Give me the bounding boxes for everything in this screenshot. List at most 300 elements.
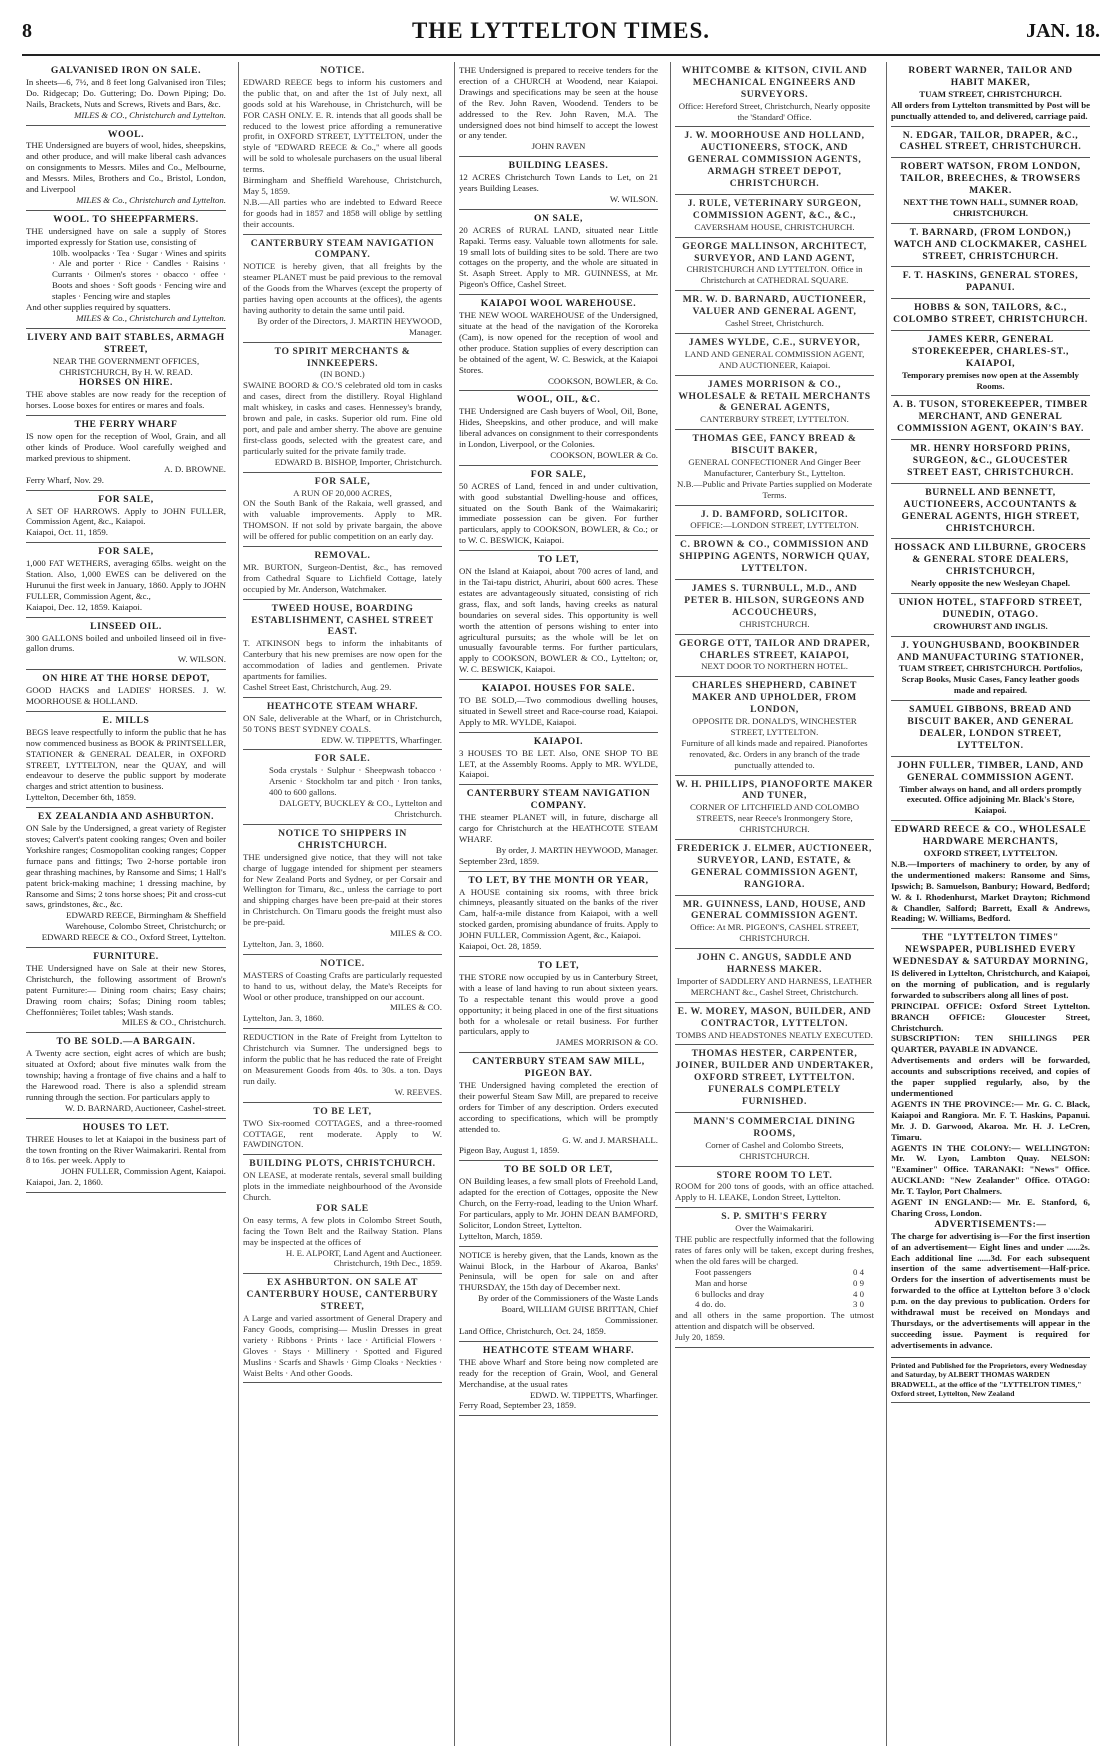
ad-date: July 20, 1859. (675, 1332, 725, 1343)
ad-body: THE STORE now occupied by us in Canterbury Street, with a lease of land having to run about sixteen years. To a respectable tenant this would prove a good opportunity; it being placed in one of the first situations both for a wholesale or retail business. For further particulars, apply to (459, 971, 658, 1037)
ad-title: WOOL. (107, 128, 145, 140)
ad-body: THE above stables are now ready for the reception of horses. Loose boxes for entires or mares and foals. (26, 389, 226, 411)
card-detail: Cashel Street, Christchurch. (725, 318, 824, 328)
ad-lyttelton-times (891, 929, 1090, 1403)
ad-signature: W. WILSON. (609, 193, 658, 204)
imprint: Printed and Published for the Proprietors, every Wednesday and Saturday, by ALBERT THOMAS WARDEN BRADWELL, at the office of the "LYTTELTON TIMES," Oxford street, Lyttelton, New Zealand (891, 1357, 1090, 1399)
ad-freight-reduction (243, 1029, 442, 1102)
ferry-rate-row (675, 1299, 874, 1310)
card-mallinson (675, 238, 874, 292)
ad-title: STORE ROOM TO LET. (716, 1169, 833, 1181)
ad-signature: EDW. W. TIPPETTS, Wharfinger. (321, 734, 442, 745)
ad-house-month (459, 872, 658, 957)
ad-kaiapoi-warehouse (459, 295, 658, 391)
ad-signature: EDWD. W. TIPPETTS, Wharfinger. (530, 1389, 658, 1400)
card-tuson (891, 396, 1090, 440)
card-detail: OXFORD STREET, LYTTELTON. (923, 848, 1058, 858)
ad-body: IS now open for the reception of Wool, Grain, and all other kinds of Produce. Wool carefully weighed and marked previous to shipment. (26, 431, 226, 463)
column-4 (670, 62, 878, 1746)
ad-body: GOOD HACKS and LADIES' HORSES. J. W. MOORHOUSE & HOLLAND. (26, 685, 226, 707)
ad-title: THE FERRY WHARF (74, 419, 178, 431)
ad-subtitle: Over the Waimakariri. (735, 1223, 814, 1234)
card-title: N. EDGAR, TAILOR, DRAPER, &C., CASHEL STREET, CHRISTCHURCH. (899, 129, 1082, 153)
ad-date: September 23rd, 1859. (459, 855, 540, 866)
card-shepherd (675, 677, 874, 775)
ad-building-leases (459, 157, 658, 210)
ad-title: BUILDING LEASES. (508, 160, 609, 172)
rate-value: 0 4 (853, 1266, 864, 1277)
ad-ex-ashburton (243, 1274, 442, 1383)
ad-masters-notice (243, 955, 442, 1029)
rate-value: 3 0 (853, 1299, 864, 1310)
ad-cottages (243, 1103, 442, 1156)
ad-title: S. P. SMITH'S FERRY (721, 1211, 828, 1223)
ad-date: Kaiapoi, Jan. 2, 1860. (26, 1177, 103, 1188)
card-detail: Corner of Cashel and Colombo Streets, CHRISTCHURCH. (705, 1139, 844, 1161)
column-3 (454, 62, 662, 1746)
column-5 (886, 62, 1094, 1746)
card-gibbons (891, 701, 1090, 757)
ad-body: TWO Six-roomed COTTAGES, and a three-roomed COTTAGE, rent moderate. Apply to W. FAWDINGTON. (243, 1117, 442, 1150)
card-title: UNION HOTEL, STAFFORD STREET, DUNEDIN, OTAGO. (898, 596, 1083, 620)
ad-heathcote-wharf (459, 1342, 658, 1416)
ad-smiths-ferry (675, 1208, 874, 1348)
card-detail: OFFICE:—LONDON STREET, LYTTELTON. (690, 520, 859, 531)
ad-body: IS delivered in Lyttelton, Christchurch, and Kaiapoi, on the morning of publication, and is regularly forwarded to subscribers along all lines of post. (891, 968, 1090, 1000)
card-detail: TOMBS AND HEADSTONES NEATLY EXECUTED. (676, 1029, 873, 1040)
card-morey (675, 1003, 874, 1046)
ad-title: TO LET, (537, 554, 580, 566)
ad-date: Kaiapoi, Oct. 11, 1859. (26, 527, 109, 538)
ad-body: THE steamer PLANET will, in future, discharge all cargo for Christchurch at the HEATHCOTE STEAM WHARF. (459, 812, 658, 844)
ad-waste-lands (459, 1247, 658, 1342)
card-wylde (675, 334, 874, 376)
column-1 (22, 62, 230, 1746)
card-title: BURNELL AND BENNETT, AUCTIONEERS, ACCOUNTANTS & GENERAL AGENTS, HIGH STREET, CHRISTCHURCH. (901, 486, 1080, 534)
ad-signature: COOKSON, BOWLER, & Co. (548, 375, 658, 386)
ad-body: THE above Wharf and Store being now completed are ready for the reception of Grain, Wool, and General Merchandise, at the usual rates (459, 1356, 658, 1389)
ad-body: ON Sale by the Undersigned, a great variety of Register stoves; Calvert's patent cooking ranges; Oven and boiler Yorkshire ranges; Cosmopolitan cooking ranges; Copper furnace pans and fittings; Two 2-horse portable iron gear thrashing machines, by Ransome and Sims; 1 Hall's patent brick-making machine; 1 dressing machine, by Ransome and Sims; 2 tons horse shoes; Pit and cross-cut saws, grindstones, &c., &c. (26, 823, 226, 910)
ad-list: Soda crystals · Sulphur · Sheepwash tobacco · Arsenic · Stockholm tar and pitch · Iron tanks, 400 to 600 gallons. (269, 765, 442, 798)
card-turnbull (675, 580, 874, 635)
ad-body: ON the Island at Kaiapoi, about 700 acres of land, and in the Tai-tapu district, Ahuriri, about 600 acres. These estates are advantageously situated, consisting of rich grass, flax, and soft lands, having creeks as natural boundaries on several sides. This opportunity is well worth the attention of persons wishing to enter into agricultural pursuits; as the whole will be let on unusually favourable terms. For further particulars, apply to COOKSON, BOWLER & CO., Lyttelton; or, W. C. BESWICK, Kaiapoi. (459, 566, 658, 675)
ad-title: TO BE SOLD OR LET, (504, 1164, 613, 1176)
ad-subtitle: (IN BOND.) (320, 369, 365, 380)
card-younghusband (891, 637, 1090, 702)
card-title: HOBBS & SON, TAILORS, &C., COLOMBO STREET, CHRISTCHURCH. (893, 302, 1088, 326)
ad-title: EX ASHBURTON. ON SALE AT CANTERBURY HOUSE, CANTERBURY STREET, (246, 1277, 439, 1313)
card-detail: NEXT THE TOWN HALL, SUMNER ROAD, CHRISTCHURCH. (903, 196, 1078, 218)
ad-fat-wethers (26, 543, 226, 617)
ad-title: ON SALE, (533, 212, 584, 224)
card-rule (675, 195, 874, 238)
card-note: N.B.—Importers of machinery to order, by any of the undermentioned makers: Ransome and Sims, Ipswich; B. Samuelson, Banbury; Howard, Bedford; W. & I. Rhodenhurst, Market Drayton; Richmond & Chandler, Salford; Barrett, Exall & Andrews, Reading; W. Williams, Bedford. (891, 858, 1090, 924)
ferry-rate-row (675, 1289, 874, 1300)
ad-rural-land (459, 210, 658, 295)
ad-body: 20 ACRES of RURAL LAND, situated near Little Rapaki. Terms easy. Valuable town allotments for sale. 19 small lots of building sites to be sold. There are two cottages on the property, and the whole are situated in St. Asaph Street. Apply to MR. GUINNESS, at Mr. Pigeon's Office, Cashel Street. (459, 224, 658, 290)
ad-fifty-acres (459, 466, 658, 551)
ad-date: Land Office, Christchurch, Oct. 24, 1859. (459, 1326, 606, 1337)
ad-body: REDUCTION in the Rate of Freight from Lyttelton to Christchurch via Sumner. The undersigned begs to inform the public that he has reduced the rate of Freight on Measurement Goods from 40s. to 30s. a ton. Days run daily. (243, 1032, 442, 1086)
ad-signature: MILES & CO., Christchurch. (121, 1017, 226, 1028)
ad-signature: MILES & CO. (389, 928, 442, 939)
card-title: GEORGE MALLINSON, ARCHITECT, SURVEYOR, AND LAND AGENT, (682, 240, 867, 264)
card-gee (675, 430, 874, 505)
ad-body: NOTICE is hereby given, that all freights by the steamer PLANET must be paid previous to the removal of the Goods from the Wharves (except the property of parties having open accounts at the offices), the agents having authority to detain the same until paid. (243, 261, 442, 315)
card-title: THOMAS HESTER, CARPENTER, JOINER, BUILDER AND UNDERTAKER, OXFORD STREET, LYTTELTON. FUNERALS COMPLETELY FURNISHED. (675, 1048, 874, 1108)
card-detail: CHRISTCHURCH. (739, 618, 810, 629)
ad-signature: A. D. BROWNE. (164, 463, 226, 474)
card-title: MANN'S COMMERCIAL DINING ROOMS, (693, 1115, 856, 1139)
page-number: 8 (22, 20, 32, 42)
ad-signature: G. W. and J. MARSHALL. (562, 1134, 658, 1145)
card-title: HOSSACK AND LILBURNE, GROCERS & GENERAL STORE DEALERS, CHRISTCHURCH, (894, 542, 1087, 578)
ad-title: KAIAPOI. HOUSES FOR SALE. (481, 683, 636, 695)
ad-zealandia (26, 808, 226, 948)
ad-bargain (26, 1033, 226, 1118)
ad-signature: EDWARD REECE, Birmingham & Sheffield Warehouse, Colombo Street, Christchurch; or EDWARD REECE & CO., Oxford Street, Lyttelton. (41, 910, 226, 943)
ad-body: THE Undersigned are buyers of wool, hides, sheepskins, and other produce, and will make liberal cash advances on consignments to Messrs. Miles and Co., Melbourne, and Messrs. Miles, Brothers and Co., Bristol, London, and Liverpool (26, 140, 226, 195)
ad-body: ON Building leases, a few small plots of Freehold Land, adapted for the erection of Cottages, opposite the New Church, on the Ferry-road, leading to the Union Wharf. For particulars, apply to Mr. JOHN DEAN BAMFORD, Solicitor, London Street, Lyttelton. (459, 1176, 658, 1230)
card-note: All orders from Lyttelton transmitted by Post will be punctually attended to, and delivered, carriage paid. (891, 99, 1090, 121)
ad-title: KAIAPOI WOOL WAREHOUSE. (480, 298, 637, 310)
card-title: JOHN FULLER, TIMBER, LAND, AND GENERAL COMMISSION AGENT. (897, 759, 1084, 783)
card-title: F. T. HASKINS, GENERAL STORES, PAPANUI. (902, 270, 1079, 294)
card-t-barnard (891, 224, 1090, 268)
ad-body: THE Undersigned is prepared to receive tenders for the erection of a CHURCH at Woodend, near Kaiapoi. Drawings and specifications may be seen at the house of the Rev. John Raven, Woodend. Tenders to be addressed to the Rev. John Raven, M.A. The undersigned does not bind himself to accept the lowest or any tender. (459, 65, 658, 141)
card-detail: TUAM STREET, CHRISTCHURCH. (919, 88, 1062, 99)
card-detail: Timber always on hand, and all orders promptly executed. Office adjoining Mr. Black's Store, Kaiapoi. (899, 783, 1082, 816)
ad-title: HOUSES TO LET. (82, 1121, 170, 1133)
card-detail: CHRISTCHURCH AND LYTTELTON. Office in Christchurch at CATHEDRAL SQUARE. (686, 264, 863, 286)
ad-signature: JAMES MORRISON & CO. (555, 1037, 658, 1048)
ad-saw-mill (459, 1053, 658, 1161)
card-morrison (675, 376, 874, 431)
ad-title: LIVERY AND BAIT STABLES, ARMAGH STREET, (27, 331, 225, 355)
rate-value: 0 9 (853, 1277, 864, 1288)
card-moorhouse (675, 127, 874, 194)
ad-title: TO LET, (537, 959, 580, 971)
card-title: ROBERT WATSON, FROM LONDON, TAILOR, BREECHES, & TROWSERS MAKER. (900, 161, 1081, 197)
issue-date: JAN. 18. (1026, 20, 1100, 42)
ad-body: SWAINE BOORD & CO.'S celebrated old tom in casks and cases, direct from the distillery. Royal Highland malt whiskey, in casks and cases. Hennessey's brandy, brown and pale, in casks. Superior old rum. Fine old port, and pale and amber sherry. The above are genuine first-class goods, selected with the greatest care, and particularly suited for the private family trade. (243, 380, 442, 456)
card-detail: NEXT DOOR TO NORTHERN HOTEL. (701, 661, 848, 672)
card-reece (891, 821, 1090, 929)
card-detail: Temporary premises now open at the Assembly Rooms. (902, 369, 1079, 391)
card-brown (675, 536, 874, 580)
card-guinness (675, 896, 874, 950)
ad-body: ON LEASE, at moderate rentals, several small building plots in the immediate neighbourhood of the Avonside Church. (243, 1170, 442, 1203)
ad-body: MASTERS of Coasting Crafts are particularly requested to hand to us, without delay, the Mate's Receipts for Wool or other produce, transhipped on our account. (243, 969, 442, 1002)
ad-body: On easy terms, A few plots in Colombo Street South, facing the Town Belt and the Railway Station. Plans may be inspected at the offices of (243, 1214, 442, 1247)
card-title: W. H. PHILLIPS, PIANOFORTE MAKER AND TUNER, (675, 778, 874, 802)
ad-signature: MILES & Co., Christchurch and Lyttelton. (76, 312, 226, 323)
ad-body: The charge for advertising is—For the first insertion of an advertisement— Eight lines and under ......2s. Each additional line ......3d. For each subsequent insertion of the same advertisement—Half-price. Orders for the insertion of advertisements must be forwarded to the office at Lyttelton before 3 o'clock p.m. on the day previous to publication. Orders for withdrawal must be received on Mondays and Thursdays, or the advertisements will appear in the succeeding issue. Payment is required for advertisements in advance. (891, 1230, 1090, 1350)
card-title: J. YOUNGHUSBAND, BOOKBINDER AND MANUFACTURING STATIONER, (896, 639, 1085, 663)
ad-body: 50 ACRES of Land, fenced in and under cultivation, with good substantial Dwelling-house and offices, situated on the South Bank of the Waimakariri; immediate possession can be given. For further particulars, apply to COOKSON, BOWLER, & Co.; or to W. C. BESWICK, Kaiapoi. (459, 480, 658, 546)
ad-sheepfarmers (26, 211, 226, 329)
card-detail: Importer of SADDLERY AND HARNESS, LEATHER MERCHANT &c., Cashel Street, Christchurch. (676, 975, 873, 997)
ad-title: CANTERBURY STEAM NAVIGATION COMPANY. (466, 788, 651, 812)
card-title: JAMES S. TURNBULL, M.D., AND PETER B. HILSON, SURGEONS AND ACCOUCHEURS, (684, 583, 865, 618)
ad-title: FOR SALE, (98, 546, 154, 558)
ad-body: THE Undersigned have on Sale at their new Stores, Christchurch, the following assortment of Brown's patent Furniture:— Dining room chairs; Easy chairs; Drawing room chairs; Sofas; Dining room tables; Cheffonnières; Toilet tables; Wash stands. (26, 962, 226, 1017)
ad-body: T. ATKINSON begs to inform the inhabitants of Canterbury that his new premises are now open for the accommodation of ladies and gentlemen. Private apartments for families. (243, 638, 442, 682)
ferry-rate-row (675, 1278, 874, 1289)
ad-date: Ferry Wharf, Nov. 29. (26, 474, 104, 485)
rate-label: Man and horse (695, 1277, 748, 1288)
ad-signature: H. E. ALPORT, Land Agent and Auctioneer. Christchurch, 19th Dec., 1859. (285, 1247, 442, 1269)
ad-wool-oil (459, 391, 658, 465)
ad-store-room (675, 1167, 874, 1209)
ad-signature: MILES & CO. (389, 1002, 442, 1013)
ad-body: THE public are respectfully informed that the following rates of fares only will be taken, except during freshes, when the old fares will be charged. (675, 1234, 874, 1266)
ferry-rates-table (675, 1267, 874, 1311)
ad-title: GALVANISED IRON ON SALE. (50, 65, 202, 76)
card-title: SAMUEL GIBBONS, BREAD AND BISCUIT BAKER, AND GENERAL DEALER, LONDON STREET, LYTTELTON. (907, 704, 1074, 751)
ad-body: A Twenty acre section, eight acres of which are bush; situated at Oxford; about five minutes walk from the township; having a frontage of five chains and a half to the Harewood road. There is also a splendid stream running through the section. For particulars apply to (26, 1048, 226, 1102)
ad-title: NOTICE. (320, 957, 365, 969)
ad-spirit-merchants (243, 343, 442, 473)
ad-title: EX ZEALANDIA AND ASHBURTON. (37, 811, 215, 823)
card-prins (891, 440, 1090, 484)
ad-signature: By order of the Commissioners of the Waste Lands Board, WILLIAM GUISE BRITTAN, Chief Commissioner. (478, 1293, 658, 1326)
ad-date: Kaiapoi, Oct. 28, 1859. (459, 941, 542, 952)
ad-title: ON HIRE AT THE HORSE DEPOT, (42, 673, 210, 685)
card-detail: Office: Hereford Street, Christchurch, Nearly opposite the 'Standard' Office. (678, 100, 871, 122)
card-note: Furniture of all kinds made and repaired. Pianofortes renovated, &c. Orders in any branch of the trade punctually attended to. (681, 737, 868, 770)
ad-date: Pigeon Bay, August 1, 1859. (459, 1145, 560, 1156)
card-barnard (675, 291, 874, 334)
ad-title: LINSEED OIL. (90, 620, 162, 632)
ad-kaiapoi-houses (459, 680, 658, 733)
ad-title: WOOL. TO SHEEPFARMERS. (53, 213, 199, 225)
rate-label: 6 bullocks and dray (695, 1288, 765, 1299)
ad-body: Advertisements and orders will be forwarded, accounts and subscriptions received, and copies of the paper supplied regularly, also, by the undermentioned (891, 1055, 1090, 1098)
ad-body: PRINCIPAL OFFICE: Oxford Street Lyttelton. BRANCH OFFICE: Gloucester Street, Christchurch. (891, 1000, 1090, 1033)
ad-body: And other supplies required by squatters. (26, 302, 171, 313)
rate-value: 4 0 (853, 1288, 864, 1299)
ad-houses-to-let (26, 1119, 226, 1193)
ad-body: A HOUSE containing six rooms, with three brick chimneys, pleasantly situated on the banks of the river Cam, half-a-mile distance from Kaiapoi, with a well stocked garden, promising abundance of fruits. Apply to JOHN FULLER, Commission Agent, &c., Kaiapoi. (459, 886, 658, 941)
ad-body: SUBSCRIPTION: TEN SHILLINGS PER QUARTER, PAYABLE IN ADVANCE. (891, 1033, 1090, 1055)
ad-title: HEATHCOTE STEAM WHARF. (482, 1344, 635, 1356)
card-title: JAMES KERR, GENERAL STOREKEEPER, CHARLES-ST., KAIAPOI, (912, 334, 1069, 369)
ad-body: THE undersigned have on sale a supply of Stores imported expressly for Station use, consisting of (26, 225, 226, 247)
ad-body: 3 HOUSES TO BE LET. Also, ONE SHOP TO BE LET, at the Assembly Rooms. Apply to MR. WYLDE, Kaiapoi. (459, 747, 658, 780)
card-mann (675, 1113, 874, 1167)
ad-title: TO LET, BY THE MONTH OR YEAR, (468, 874, 649, 886)
ad-signature: By order, J. MARTIN HEYWOOD, Manager. (495, 844, 658, 855)
ad-body: NOTICE is hereby given, that the Lands, known as the Wainui Block, in the Harbour of Akaroa, Banks' Peninsula, will be open for sale on and after THURSDAY, the 15th day of December next. (459, 1249, 658, 1293)
ad-heathcote-coals (243, 698, 442, 751)
columns (22, 62, 1100, 1746)
ad-date: Lyttelton, Jan. 3, 1860. (243, 1013, 324, 1024)
ad-body: ROOM for 200 tons of goods, with an office attached. Apply to H. LEAKE, London Street, Lyttelton. (675, 1181, 874, 1203)
ad-body: A SET OF HARROWS. Apply to JOHN FULLER, Commission Agent, &c., Kaiapoi. (26, 505, 226, 527)
ad-list: 10lb. woolpacks · Tea · Sugar · Wines and spirits · Ale and porter · Rice · Candles · Raisins · Currants · Oilmen's stores · obacco · offee · Boots and shoes · Soft goods · Fencing wire and staples · Fencing wire and staples (52, 247, 226, 302)
ad-for-sale-dalgety (243, 750, 442, 824)
card-title: J. W. MOORHOUSE AND HOLLAND, AUCTIONEERS, STOCK, AND GENERAL COMMISSION AGENTS, ARMAGH STREET DEPOT, CHRISTCHURCH. (684, 130, 865, 190)
ad-horse-depot (26, 670, 226, 712)
ad-signature: MILES & CO., Christchurch and Lyttelton. (74, 109, 226, 120)
ad-date: Cashel Street East, Christchurch, Aug. 29. (243, 681, 392, 692)
card-detail: CAVERSHAM HOUSE, CHRISTCHURCH. (694, 221, 855, 232)
ad-removal (243, 547, 442, 600)
card-detail: Nearly opposite the new Wesleyan Chapel. (910, 578, 1071, 589)
ad-body: ON the South Bank of the Rakaia, well grassed, and with valuable improvements. Apply to MR. THOMSON. If not sold by private bargain, the above will be offered for public competition on an early day. (243, 498, 442, 542)
card-title: JAMES WYLDE, C.E., SURVEYOR, (688, 336, 861, 348)
ad-furniture (26, 948, 226, 1033)
ad-title: KAIAPOI. (533, 735, 584, 747)
card-edgar (891, 127, 1090, 159)
ad-ferry-wharf (26, 416, 226, 490)
ad-church-tender (459, 62, 658, 157)
ad-signature: By order of the Directors, J. MARTIN HEYWOOD, Manager. (257, 315, 442, 337)
ad-sold-or-let (459, 1161, 658, 1246)
newspaper-title: THE LYTTELTON TIMES. (411, 18, 711, 43)
card-title: MR. W. D. BARNARD, AUCTIONEER, VALUER AND GENERAL AGENT, (682, 294, 867, 318)
ad-body: THE NEW WOOL WAREHOUSE of the Undersigned, situate at the head of the navigation of the Kororeka (Cam), is now opened for the reception of wool and other produce. Station supplies of every description can be obtained of the agent, W. C. Beswick, at the Kaiapoi Stores. (459, 310, 658, 375)
card-title: J. D. BAMFORD, SOLICITOR. (700, 508, 849, 520)
ad-body: In sheets—6, 7½, and 8 feet long Galvanised iron Tiles; Do. Ridgecap; Do. Guttering; Do. Down Piping; Do. Nails, Brackets, Nuts and Screws, Rivets and Bars, &c. (26, 76, 226, 109)
card-hossack (891, 539, 1090, 594)
ad-body: and all others in the same proportion. The utmost attention and dispatch will be observed. (675, 1310, 874, 1332)
ad-planet-steamer (459, 785, 658, 871)
ad-harrows (26, 491, 226, 544)
ad-body: EDWARD REECE begs to inform his customers and the public that, on and after the 1st of July next, all goods sold at his Warehouse, in Christchurch, will be FOR CASH ONLY. E. R. intends that all goods shall be reduced to the lowest price affording a remunerative profit, in OXFORD STREET, LYTTELTON, under the style of "EDWARD REECE & Co.," where all goods will be sold to wholesale purchasers on the usual liberal terms. (243, 76, 442, 175)
ad-title: TWEED HOUSE, BOARDING ESTABLISHMENT, CASHEL STREET EAST. (251, 602, 434, 638)
ad-agents: AGENTS IN THE COLONY:— WELLINGTON: Mr. W. Lyon, Lambton Quay. NELSON: "Examiner" Office. TARANAKI: "News" Office. AUCKLAND: "New Zealander" Office. OTAGO: Mr. T. Taylor, Port Chalmers. (891, 1142, 1090, 1197)
ad-steam-navigation (243, 235, 442, 343)
ad-body: 12 ACRES Christchurch Town Lands to Let, on 21 years Building Leases. (459, 172, 658, 194)
card-elmer (675, 840, 874, 896)
card-kerr (891, 331, 1090, 396)
ad-title: FOR SALE, (98, 493, 154, 505)
card-fuller (891, 757, 1090, 822)
card-haskins (891, 267, 1090, 299)
ad-wool (26, 126, 226, 211)
ad-store-to-let (459, 957, 658, 1053)
ad-title: WOOL, OIL, &C. (516, 394, 601, 406)
ad-date: Lyttelton, December 6th, 1859. (26, 792, 136, 803)
card-detail: OPPOSITE DR. DONALD'S, WINCHESTER STREET, LYTTELTON. (692, 716, 857, 737)
card-title: T. BARNARD, (FROM LONDON,) WATCH AND CLOCKMAKER, CASHEL STREET, CHRISTCHURCH. (893, 226, 1088, 262)
ad-title: TO SPIRIT MERCHANTS & INNKEEPERS. (274, 345, 411, 369)
card-angus (675, 949, 874, 1003)
ad-title: ADVERTISEMENTS:— (934, 1218, 1047, 1230)
ad-date: Lyttelton, March, 1859. (459, 1230, 543, 1241)
ad-title: FURNITURE. (93, 951, 159, 963)
ad-title: HEATHCOTE STEAM WHARF. (266, 700, 419, 712)
ad-subtitle: NEAR THE GOVERNMENT OFFICES, CHRISTCHURCH, By H. W. READ. (52, 355, 200, 377)
card-detail: TUAM STREET, CHRISTCHURCH. Portfolios, Scrap Books, Music Cases, Fancy leather goods made and repaired. (898, 663, 1083, 696)
ad-title: TO BE SOLD.—A BARGAIN. (56, 1036, 196, 1048)
ad-title: BUILDING PLOTS, CHRISTCHURCH. (249, 1158, 436, 1170)
ad-subtitle: A RUN OF 20,000 ACRES, (293, 487, 392, 498)
ad-title: FOR SALE, (530, 468, 587, 480)
ad-title: FOR SALE, (314, 475, 371, 487)
ad-shippers-notice (243, 825, 442, 955)
card-ott (675, 635, 874, 678)
masthead (22, 18, 1100, 56)
ad-building-plots (243, 1155, 442, 1274)
card-title: MR. HENRY HORSFORD PRINS, SURGEON, &C., GLOUCESTER STREET EAST, CHRISTCHURCH. (907, 443, 1074, 478)
card-union-hotel (891, 594, 1090, 637)
ad-title: FOR SALE (316, 1202, 369, 1214)
card-burnell (891, 484, 1090, 540)
card-detail: LAND AND GENERAL COMMISSION AGENT, AND AUCTIONEER, Kaiapoi. (684, 348, 865, 370)
card-detail: GENERAL CONFECTIONER And Ginger Beer Manufacturer, Canterbury St., Lyttelton. (688, 456, 861, 478)
ad-reece-notice (243, 62, 442, 235)
card-note: N.B.—Public and Private Parties supplied on Moderate Terms. (677, 478, 872, 500)
ad-date: Lyttelton, Jan. 3, 1860. (243, 938, 324, 949)
ad-signature: JOHN RAVEN (531, 141, 586, 152)
card-detail: Office: At MR. PIGEON'S, CASHEL STREET, CHRISTCHURCH. (690, 922, 859, 944)
card-phillips (675, 776, 874, 841)
ad-body: 1,000 FAT WETHERS, averaging 65lbs. weight on the Station. Also, 1,000 EWES can be delivered on the Hurunui the first week in January, 1860. Apply to JOHN FULLER, Commission Agent, &c., (26, 558, 226, 601)
ad-title: CANTERBURY STEAM NAVIGATION COMPANY. (250, 237, 435, 261)
ad-kaiapoi-let (459, 733, 658, 786)
card-detail: CANTERBURY STREET, LYTTELTON. (700, 414, 849, 425)
ad-signature: EDWARD B. BISHOP, Importer, Christchurch. (274, 456, 442, 467)
card-title: ROBERT WARNER, TAILOR AND HABIT MAKER, (908, 65, 1073, 88)
ad-title: FOR SALE. (314, 753, 371, 765)
card-detail: CORNER OF LITCHFIELD AND COLOMBO STREETS, near Reece's Ironmongery Store, CHRISTCHURCH. (689, 802, 860, 835)
card-hester (675, 1045, 874, 1112)
ad-title: NOTICE. (320, 65, 365, 76)
ad-body: THE Undersigned are Cash buyers of Wool, Oil, Bone, Hides, Sheepskins, and other produce, and will make liberal advances on consignment to their correspondents in London, Liverpool, or the Colonies. (459, 406, 658, 450)
ad-signature: W. WILSON. (177, 654, 226, 665)
card-title: JOHN C. ANGUS, SADDLE AND HARNESS MAKER. (696, 952, 853, 976)
card-title: MR. GUINNESS, LAND, HOUSE, AND GENERAL COMMISSION AGENT. (682, 898, 867, 922)
card-title: J. RULE, VETERINARY SURGEON, COMMISSION AGENT, &C., &C., (687, 197, 862, 221)
rate-label: Foot passengers (695, 1266, 752, 1277)
ad-body: THE undersigned give notice, that they will not take charge of luggage intended for shipment per steamers for New Zealand Ports and Sydney, or per Corsair and Wellington for Timaru, &c., unless the carriage to port and shipping charges have been pre-paid at their stores in Christchurch. On Timaru goods the freight must also be pre-paid. (243, 851, 442, 928)
ad-title: NOTICE TO SHIPPERS IN CHRISTCHURCH. (278, 827, 407, 851)
card-hobbs (891, 299, 1090, 331)
rate-label: 4 do. do. (695, 1299, 726, 1310)
ad-title: E. MILLS (102, 714, 150, 726)
card-warner (891, 62, 1090, 127)
ad-body: TO BE SOLD,—Two commodious dwelling houses, situated in Sewell street and Race-course road, Kaiapoi. Apply to MR. WYLDE, Kaiapoi. (459, 695, 658, 727)
ad-signature: W. D. BARNARD, Auctioneer, Cashel-street. (65, 1102, 226, 1113)
card-title: FREDERICK J. ELMER, AUCTIONEER, SURVEYOR, LAND, ESTATE, & GENERAL COMMISSION AGENT, RANGIORA. (676, 843, 873, 890)
ad-agents: AGENTS IN THE PROVINCE:— Mr. G. C. Black, Kaiapoi and Rangiora. Mr. F. T. Haskins, Papanui. Mr. J. D. Garwood, Akaroa. Mr. H. J. LeCren, Timaru. (891, 1098, 1090, 1142)
ad-livery-stables (26, 329, 226, 416)
card-title: EDWARD REECE & CO., WHOLESALE HARDWARE MERCHANTS, (894, 824, 1087, 848)
card-bamford (675, 506, 874, 537)
ad-date: Ferry Road, September 23, 1859. (459, 1400, 577, 1411)
ad-linseed-oil (26, 618, 226, 671)
ad-date: Kaiapoi, Dec. 12, 1859. Kaiapoi. (26, 601, 143, 612)
ad-body: A Large and varied assortment of General Drapery and Fancy Goods, comprising— Muslin Dresses in great variety · Ribbons · Prints · lace · Artificial Flowers · Gloves · Stays · Millinery · Spotted and Figured Muslins · Scarfs and Shawls · Gimp Cloaks · Neckties · Waist Belts · And other Goods. (243, 1313, 442, 1378)
card-watson (891, 158, 1090, 223)
card-title: WHITCOMBE & KITSON, CIVIL AND MECHANICAL ENGINEERS AND SURVEYORS. (681, 65, 868, 100)
ad-title: CANTERBURY STEAM SAW MILL, PIGEON BAY. (472, 1056, 645, 1080)
ad-body: THE Undersigned having completed the erection of their powerful Steam Saw Mill, are prepared to receive orders for Timber of any description. Orders executed according to specifications, which will be promptly attended to. (459, 1080, 658, 1134)
ad-note: N.B.—All parties who are indebted to Edward Reece for goods had in 1857 and 1858 will oblige by settling their accounts. (243, 196, 442, 229)
ad-signature: W. REEVES. (394, 1086, 442, 1097)
ad-tweed-house (243, 600, 442, 698)
card-title: E. W. MOREY, MASON, BUILDER, AND CONTRACTOR, LYTTELTON. (677, 1005, 872, 1029)
ad-title: TO BE LET, (313, 1105, 372, 1117)
ferry-rate-row (675, 1267, 874, 1278)
card-title: A. B. TUSON, STOREKEEPER, TIMBER MERCHANT, AND GENERAL COMMISSION AGENT, OKAIN'S BAY. (892, 399, 1089, 435)
card-title: JAMES MORRISON & CO., WHOLESALE & RETAIL MERCHANTS & GENERAL AGENTS, (678, 378, 871, 414)
ad-body: 300 GALLONS boiled and unboiled linseed oil in five-gallon drums. (26, 632, 226, 654)
ad-title: HORSES ON HIRE. (78, 377, 174, 389)
